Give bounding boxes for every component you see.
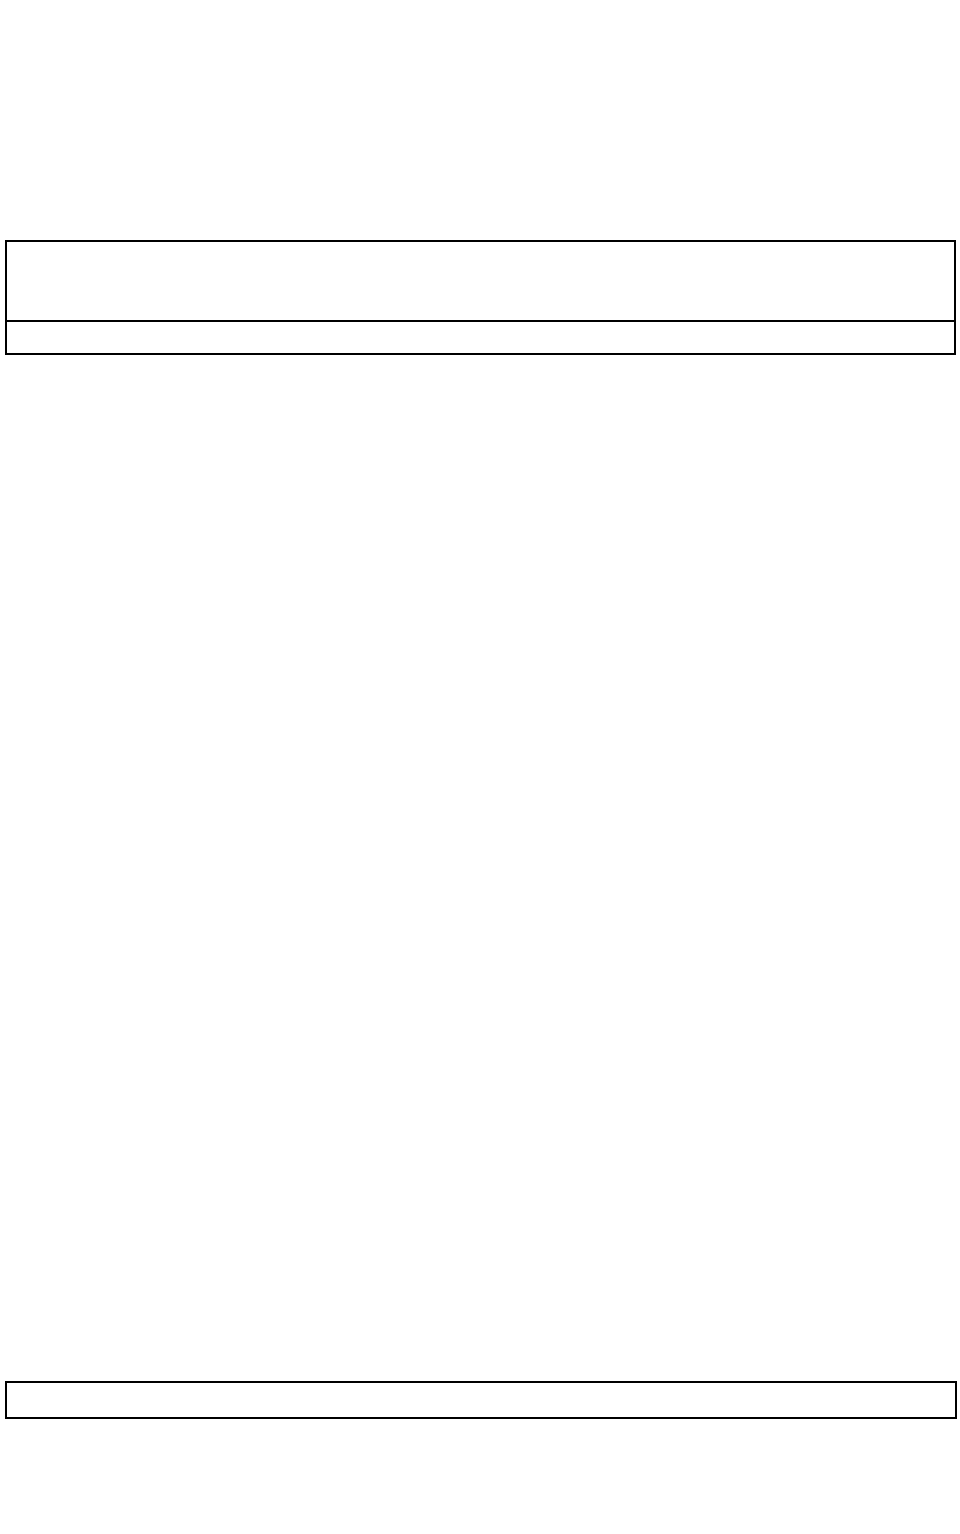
header-divider <box>5 320 956 322</box>
totals-box <box>5 1381 957 1419</box>
column-header-box <box>5 240 956 355</box>
